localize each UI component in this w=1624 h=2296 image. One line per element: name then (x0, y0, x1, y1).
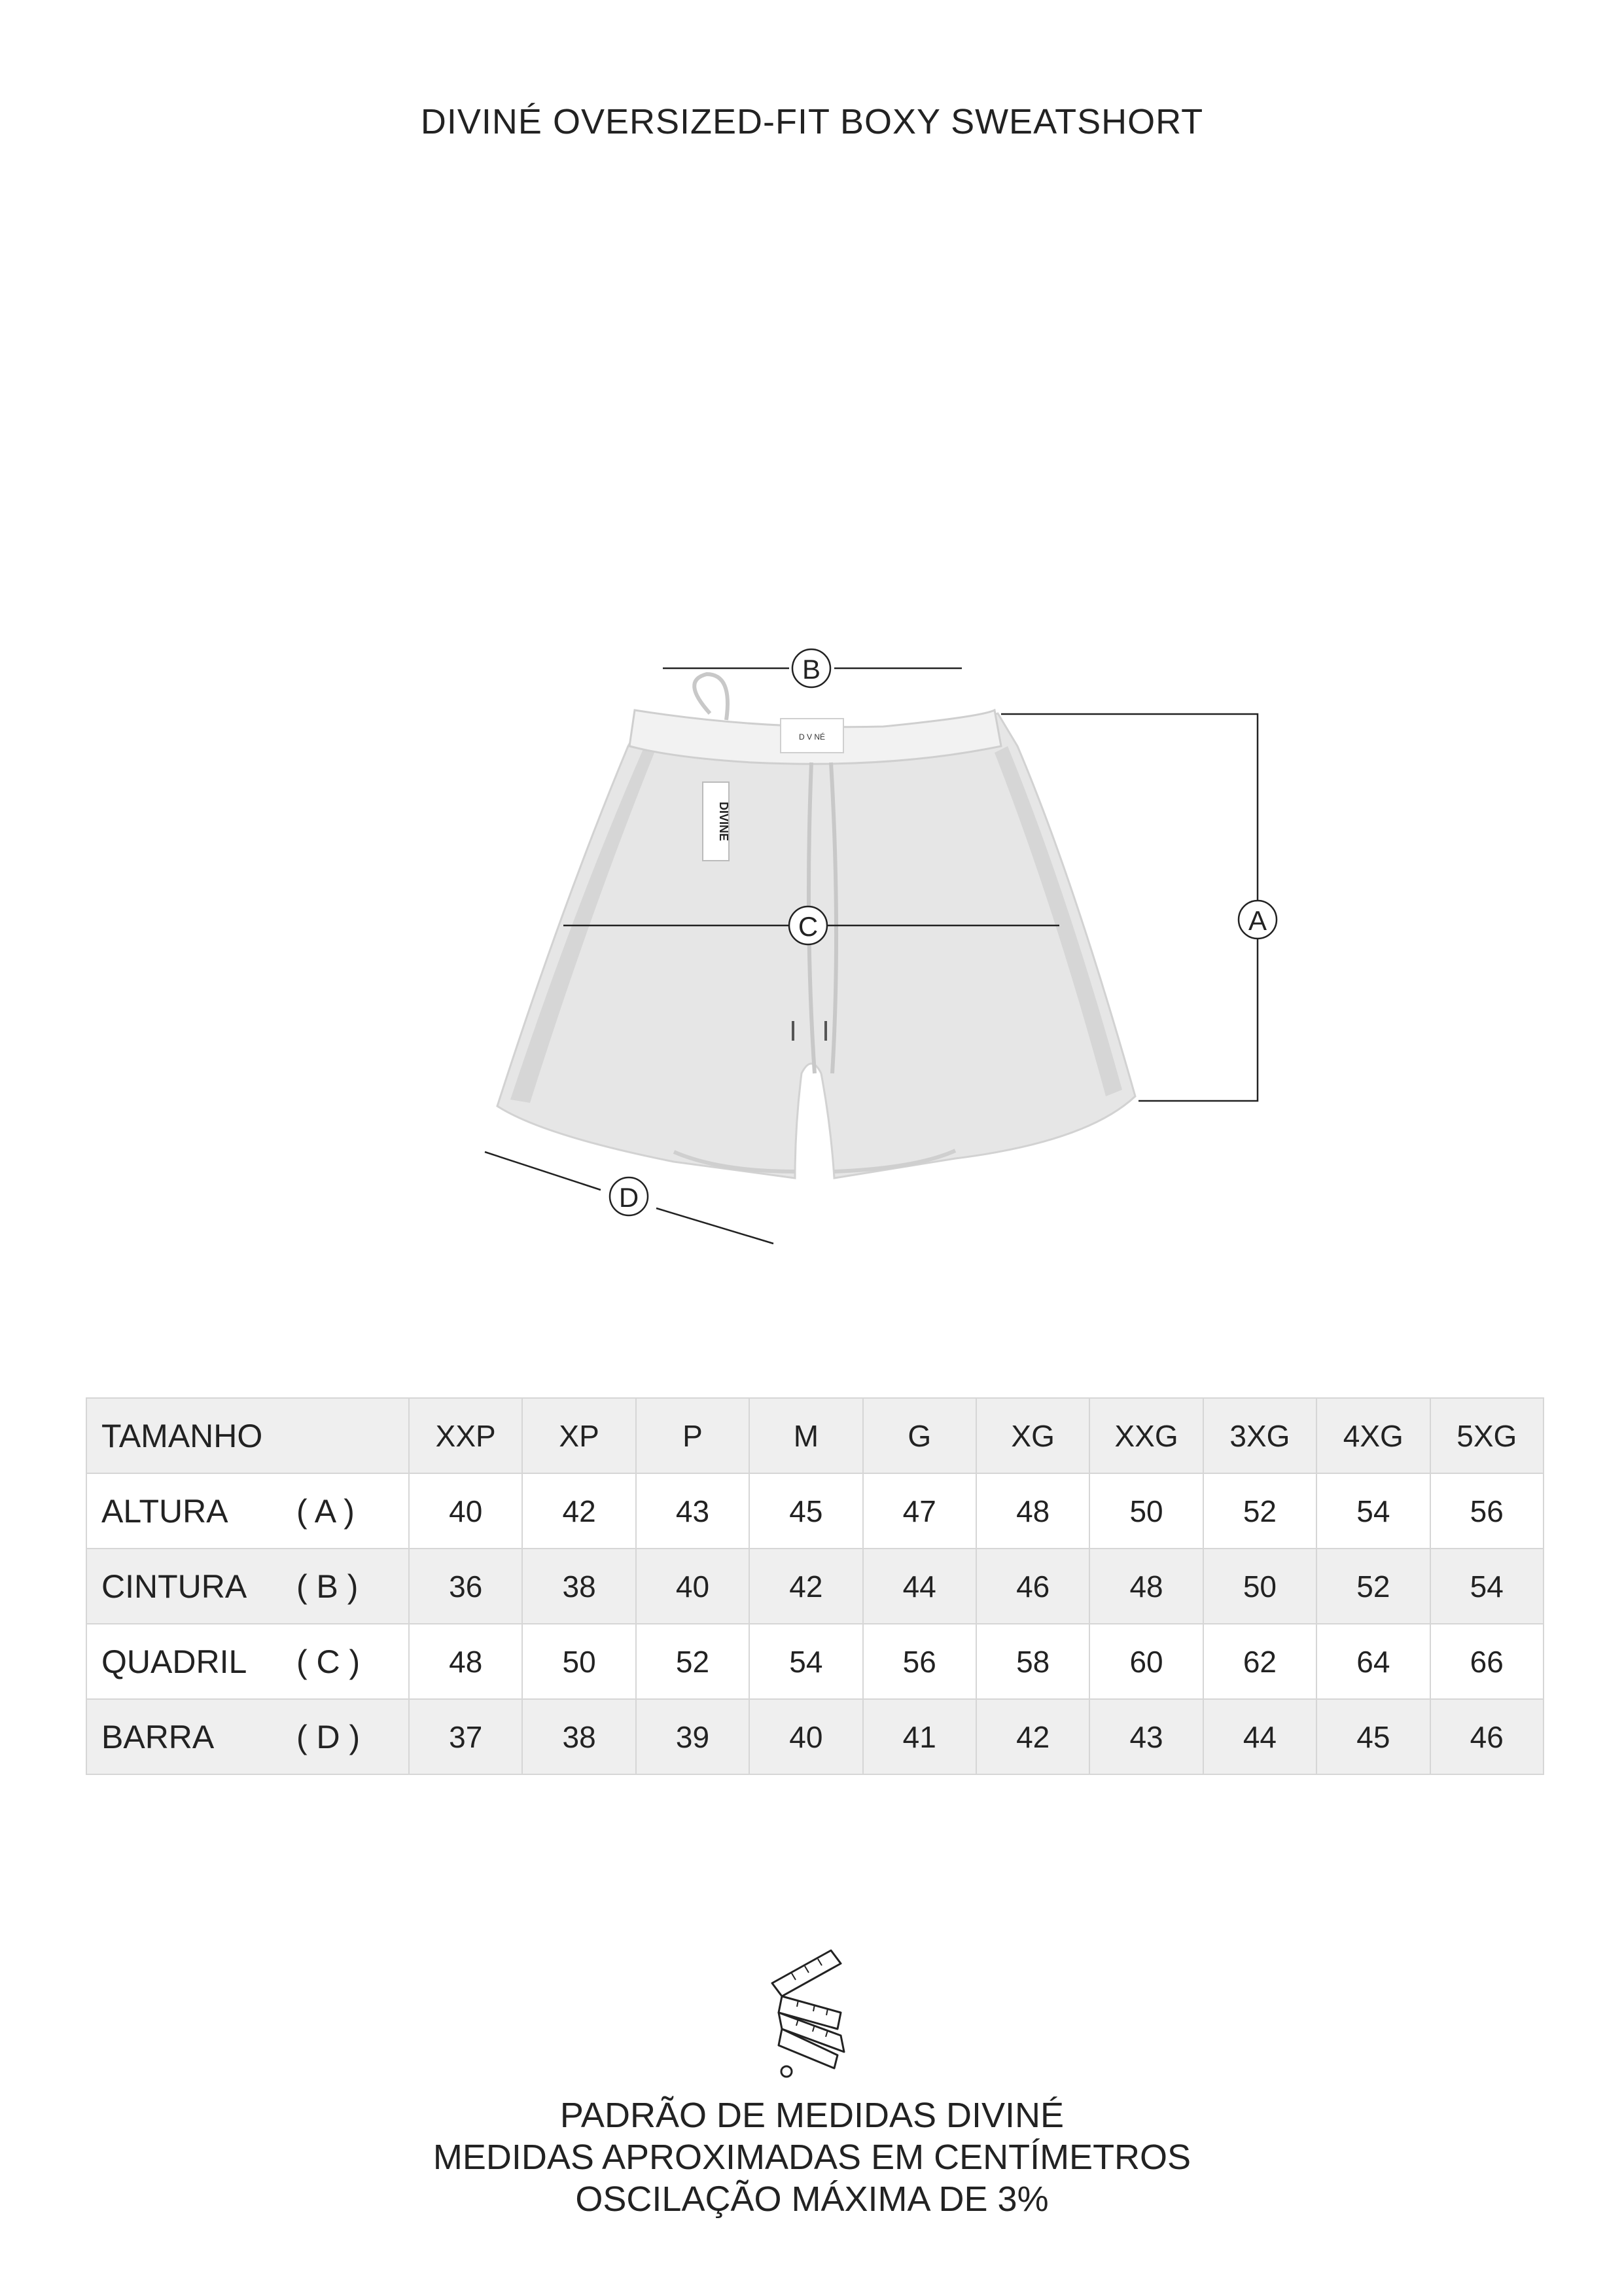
size-header: XP (522, 1398, 635, 1473)
size-header: G (863, 1398, 976, 1473)
table-row (86, 1699, 1544, 1774)
table-cell: 48 (409, 1624, 522, 1699)
label-a: A (1248, 905, 1267, 936)
measure-b (663, 649, 962, 687)
table-cell: 52 (636, 1624, 749, 1699)
footer-line-2: MEDIDAS APROXIMADAS EM CENTÍMETROS (432, 2138, 1192, 2177)
table-cell: 45 (1316, 1699, 1430, 1774)
table-cell: 41 (863, 1699, 976, 1774)
hang-tag-text: DIVINE (717, 801, 730, 842)
label-c: C (798, 911, 819, 942)
table-cell: 40 (636, 1549, 749, 1624)
header-label-text: TAMANHO (101, 1417, 263, 1454)
row-code: ( B ) (296, 1568, 359, 1605)
table-cell: 42 (749, 1549, 862, 1624)
size-header: XXG (1089, 1398, 1203, 1473)
footer-notes (0, 2094, 1624, 2220)
table-row (86, 1624, 1544, 1699)
table-cell: 48 (1089, 1549, 1203, 1624)
row-name: ALTURA (101, 1492, 228, 1530)
table-cell: 54 (1430, 1549, 1544, 1624)
measuring-tape-icon (759, 1937, 864, 2081)
table-cell: 66 (1430, 1624, 1544, 1699)
table-cell: 48 (976, 1473, 1089, 1549)
size-header: 3XG (1203, 1398, 1316, 1473)
table-cell: 38 (522, 1699, 635, 1774)
table-cell: 46 (976, 1549, 1089, 1624)
table-cell: 56 (1430, 1473, 1544, 1549)
table-cell: 60 (1089, 1624, 1203, 1699)
table-cell: 64 (1316, 1624, 1430, 1699)
size-header: 5XG (1430, 1398, 1544, 1473)
table-cell: 38 (522, 1549, 635, 1624)
table-cell: 40 (409, 1473, 522, 1549)
size-table (86, 1397, 1544, 1775)
waist-label-text: D V NÉ (798, 732, 826, 742)
table-cell: 43 (1089, 1699, 1203, 1774)
footer-line-1: PADRÃO DE MEDIDAS DIVINÉ (559, 2096, 1065, 2135)
table-cell: 50 (522, 1624, 635, 1699)
table-cell: 58 (976, 1624, 1089, 1699)
row-label (86, 1473, 409, 1549)
row-name: CINTURA (101, 1568, 247, 1605)
header-label (86, 1398, 409, 1473)
row-label (86, 1699, 409, 1774)
table-cell: 54 (749, 1624, 862, 1699)
table-cell: 50 (1089, 1473, 1203, 1549)
table-cell: 44 (863, 1549, 976, 1624)
footer-line-3: OSCILAÇÃO MÁXIMA DE 3% (575, 2179, 1049, 2219)
row-name: QUADRIL (101, 1643, 247, 1680)
table-cell: 50 (1203, 1549, 1316, 1624)
label-b: B (802, 654, 821, 685)
table-cell: 47 (863, 1473, 976, 1549)
table-cell: 62 (1203, 1624, 1316, 1699)
page-title: DIVINÉ OVERSIZED-FIT BOXY SWEATSHORT (420, 102, 1204, 141)
table-cell: 43 (636, 1473, 749, 1549)
row-name: BARRA (101, 1718, 215, 1755)
table-cell: 36 (409, 1549, 522, 1624)
size-header: 4XG (1316, 1398, 1430, 1473)
row-code: ( D ) (296, 1718, 361, 1755)
table-cell: 39 (636, 1699, 749, 1774)
table-cell: 56 (863, 1624, 976, 1699)
size-header: M (749, 1398, 862, 1473)
row-label (86, 1624, 409, 1699)
row-label (86, 1549, 409, 1624)
table-row (86, 1473, 1544, 1549)
table-cell: 37 (409, 1699, 522, 1774)
row-code: ( C ) (296, 1643, 361, 1680)
table-cell: 40 (749, 1699, 862, 1774)
table-cell: 46 (1430, 1699, 1544, 1774)
table-header-row (86, 1398, 1544, 1473)
table-cell: 42 (976, 1699, 1089, 1774)
size-header: XXP (409, 1398, 522, 1473)
table-cell: 52 (1316, 1549, 1430, 1624)
row-code: ( A ) (296, 1492, 355, 1530)
table-cell: 52 (1203, 1473, 1316, 1549)
size-header: P (636, 1398, 749, 1473)
table-cell: 54 (1316, 1473, 1430, 1549)
table-row (86, 1549, 1544, 1624)
size-header: XG (976, 1398, 1089, 1473)
table-cell: 45 (749, 1473, 862, 1549)
table-cell: 42 (522, 1473, 635, 1549)
label-d: D (618, 1182, 639, 1213)
table-cell: 44 (1203, 1699, 1316, 1774)
